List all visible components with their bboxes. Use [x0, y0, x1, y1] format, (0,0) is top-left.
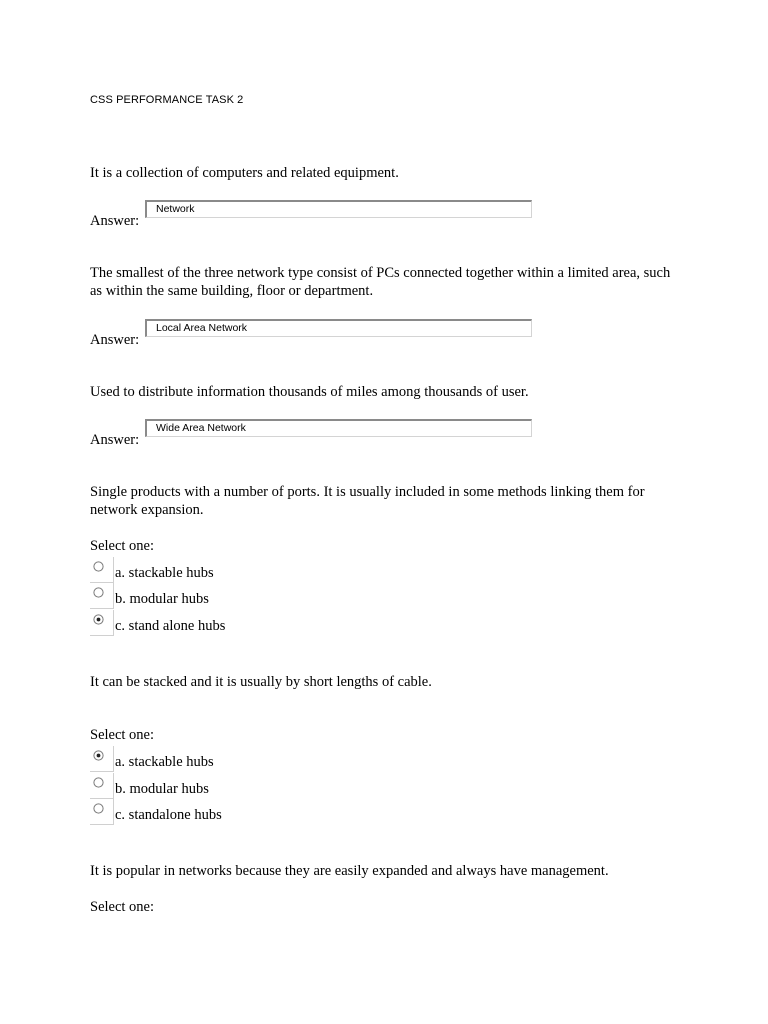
radio-cell — [90, 773, 114, 799]
question-1-text: It is a collection of computers and related equipment. — [90, 165, 399, 181]
option-label: a. stackable hubs — [115, 565, 214, 581]
option-label: c. standalone hubs — [115, 807, 222, 823]
question-2-answer-row — [90, 319, 540, 349]
question-5-text: It can be stacked and it is usually by short lengths of cable. — [90, 674, 432, 690]
answer-label: Answer: — [90, 332, 140, 348]
question-3-answer-row — [90, 419, 540, 449]
question-5-option-b[interactable] — [90, 773, 290, 799]
question-2-text: The smallest of the three network type consist of PCs connected together within a limited area, such as within the same building, floor or department. — [90, 265, 671, 299]
option-label: a. stackable hubs — [115, 754, 214, 770]
radio-cell — [90, 746, 114, 772]
question-4-option-a[interactable] — [90, 557, 290, 583]
radio-button-selected[interactable] — [93, 614, 104, 625]
option-label: b. modular hubs — [115, 591, 209, 607]
radio-button[interactable] — [93, 561, 104, 572]
question-5-option-c[interactable] — [90, 799, 290, 825]
page-title: CSS PERFORMANCE TASK 2 — [90, 94, 244, 106]
question-1-answer-field[interactable]: Network — [145, 200, 532, 218]
question-3-text: Used to distribute information thousands of miles among thousands of user. — [90, 384, 529, 400]
question-6-text: It is popular in networks because they are easily expanded and always have management. — [90, 863, 609, 879]
question-3-answer-field[interactable]: Wide Area Network — [145, 419, 532, 437]
select-one-label: Select one: — [90, 899, 155, 915]
radio-cell — [90, 610, 114, 636]
answer-label: Answer: — [90, 432, 140, 448]
question-4-option-b[interactable] — [90, 583, 290, 609]
option-label: c. stand alone hubs — [115, 618, 226, 634]
question-1-answer-row — [90, 200, 540, 230]
answer-label: Answer: — [90, 213, 140, 229]
question-4-option-c[interactable] — [90, 610, 290, 636]
radio-cell — [90, 557, 114, 583]
radio-cell — [90, 583, 114, 609]
question-4-text: Single products with a number of ports. It is usually included in some methods linking them for network expansion. — [90, 484, 645, 518]
radio-button[interactable] — [93, 777, 104, 788]
question-5-option-a[interactable] — [90, 746, 290, 772]
radio-button[interactable] — [93, 803, 104, 814]
radio-button-selected[interactable] — [93, 750, 104, 761]
select-one-label: Select one: — [90, 538, 155, 554]
question-2-answer-field[interactable]: Local Area Network — [145, 319, 532, 337]
option-label: b. modular hubs — [115, 781, 209, 797]
radio-cell — [90, 799, 114, 825]
select-one-label: Select one: — [90, 727, 155, 743]
radio-button[interactable] — [93, 587, 104, 598]
